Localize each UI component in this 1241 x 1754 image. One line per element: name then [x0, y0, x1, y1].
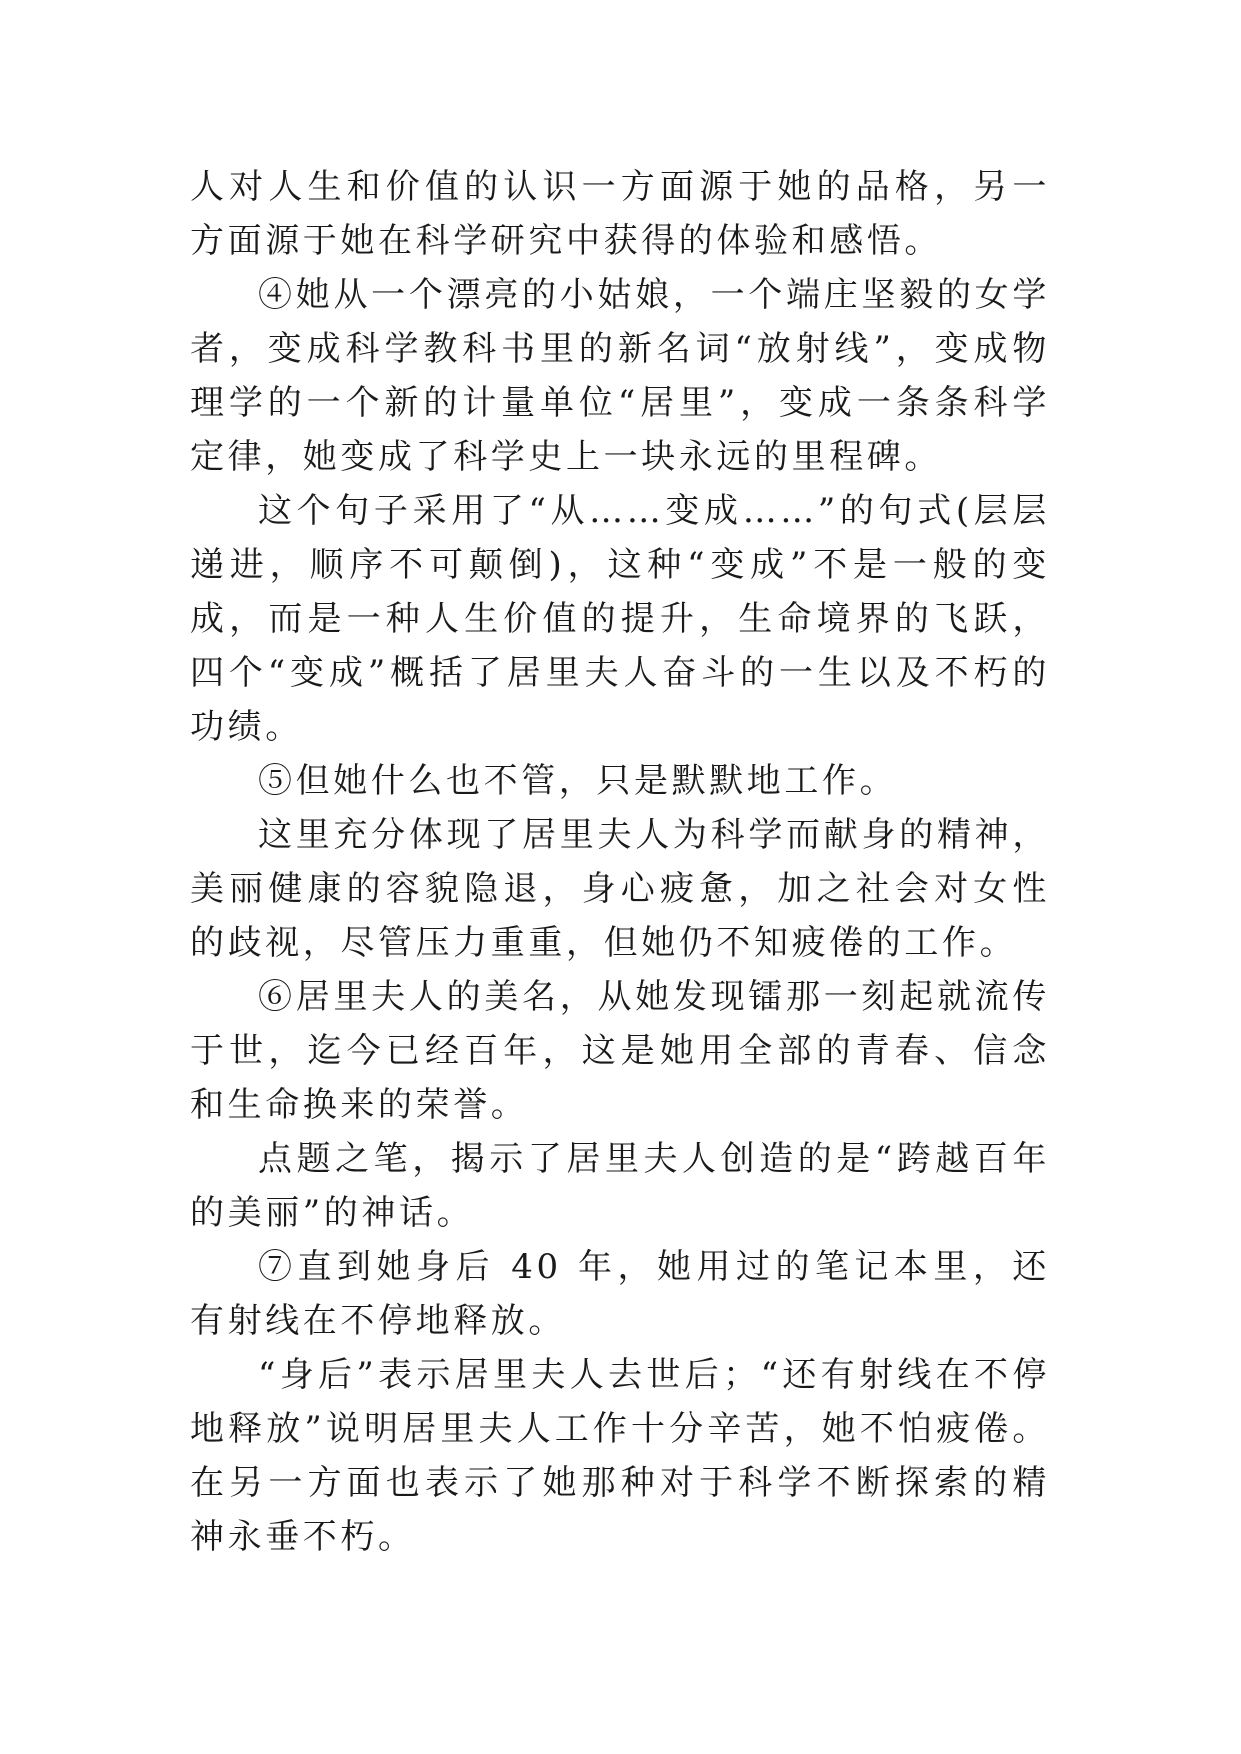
document-body	[190, 160, 1050, 1564]
paragraph-4: ⑤但她什么也不管，只是默默地工作。	[258, 761, 898, 801]
paragraph-7: 点题之笔，揭示了居里夫人创造的是“跨越百年的美丽”的神话。	[190, 1139, 1050, 1233]
paragraph-1: 人对人生和价值的认识一方面源于她的品格，另一方面源于她在科学研究中获得的体验和感悟。	[190, 167, 1050, 261]
paragraph-2: ④她从一个漂亮的小姑娘，一个端庄坚毅的女学者，变成科学教科书里的新名词“放射线”，变成物理学的一个新的计量单位“居里”，变成一条条科学定律，她变成了科学史上一块永远的里程碑。	[190, 275, 1050, 477]
paragraph-9: “身后”表示居里夫人去世后；“还有射线在不停地释放”说明居里夫人工作十分辛苦，她不怕疲倦。在另一方面也表示了她那种对于科学不断探索的精神永垂不朽。	[190, 1355, 1050, 1557]
paragraph-8: ⑦直到她身后 40 年，她用过的笔记本里，还有射线在不停地释放。	[190, 1247, 1050, 1341]
paragraph-6: ⑥居里夫人的美名，从她发现镭那一刻起就流传于世，迄今已经百年，这是她用全部的青春、信念和生命换来的荣誉。	[190, 977, 1050, 1125]
paragraph-3: 这个句子采用了“从……变成……”的句式(层层递进，顺序不可颠倒)，这种“变成”不是一般的变成，而是一种人生价值的提升，生命境界的飞跃，四个“变成”概括了居里夫人奋斗的一生以及不朽的功绩。	[190, 491, 1050, 747]
paragraph-5: 这里充分体现了居里夫人为科学而献身的精神，美丽健康的容貌隐退，身心疲惫，加之社会对女性的歧视，尽管压力重重，但她仍不知疲倦的工作。	[190, 815, 1050, 963]
